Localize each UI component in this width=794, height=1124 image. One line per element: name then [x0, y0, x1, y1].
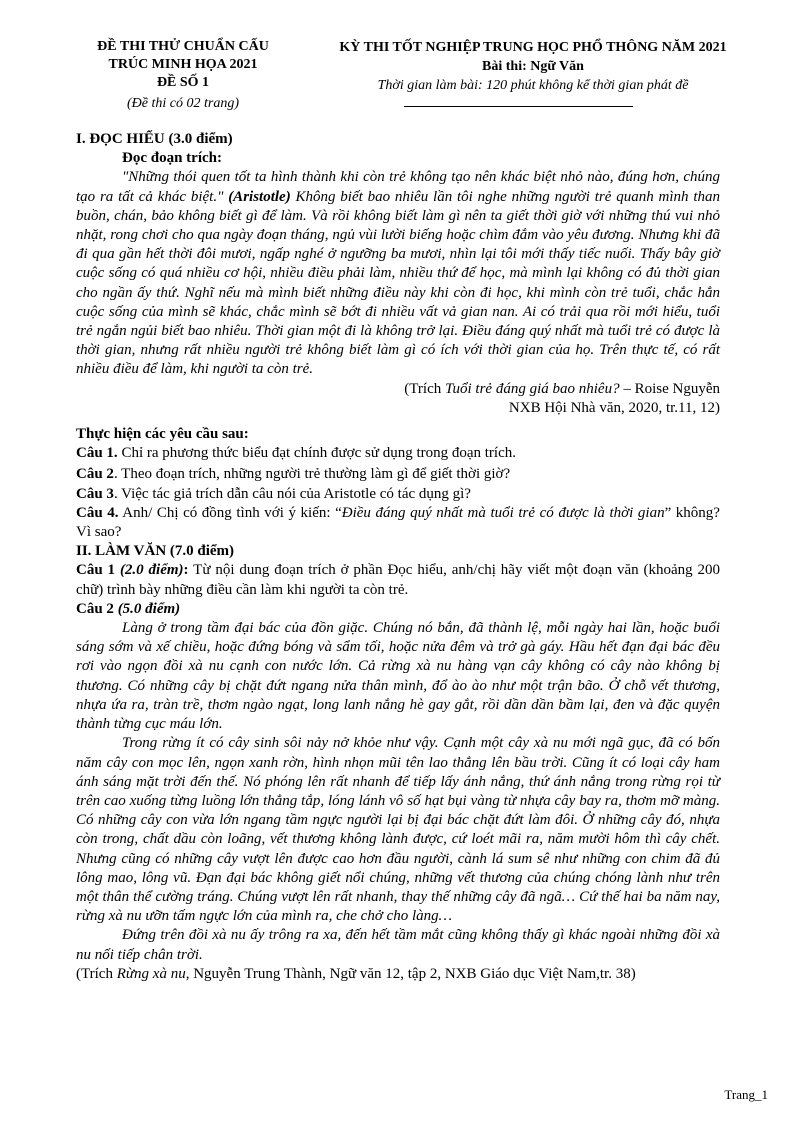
header-left-line1: ĐỀ THI THỬ CHUẨN CẤU	[97, 39, 269, 54]
question-4-text-a: Anh/ Chị có đồng tình với ý kiến: “	[118, 504, 342, 521]
essay-question-1-points: (2.0 điểm)	[119, 562, 184, 579]
section1-heading: I. ĐỌC HIỂU (3.0 điểm)	[76, 131, 233, 147]
source-book-title: Tuổi trẻ đáng giá bao nhiêu?	[444, 380, 620, 397]
question-4	[76, 504, 720, 542]
exam-time: Thời gian làm bài: 120 phút không kể thời gian phát đề	[377, 78, 689, 93]
essay-question-1-label: Câu 1	[76, 562, 120, 579]
essay-question-2	[76, 600, 720, 619]
section1-subheading: Đọc đoạn trích:	[122, 150, 222, 167]
header-divider	[404, 106, 633, 107]
excerpt-source-title: Rừng xà nu	[116, 965, 186, 982]
question-2-label: Câu 2	[76, 466, 114, 483]
section2-heading: II. LÀM VĂN (7.0 điểm)	[76, 543, 235, 560]
header-right	[302, 38, 764, 95]
essay-question-2-points: (5.0 điểm)	[117, 600, 181, 617]
passage-aristotle: (Aristotle)	[228, 188, 291, 205]
essay-question-1-text: Từ nội dung đoạn trích ở phần Đọc hiểu, anh/chị hãy viết một đoạn văn (khoảng 200 chữ) trình bày những điều cần làm khi người ta còn trẻ.	[76, 562, 721, 598]
exam-number: ĐỀ SỐ 1	[156, 75, 210, 90]
question-4-label: Câu 4.	[76, 504, 119, 521]
question-1-text: Chỉ ra phương thức biểu đạt chính được sử dụng trong đoạn trích.	[117, 445, 517, 462]
question-3-text: . Việc tác giả trích dẫn câu nói của Aristotle có tác dụng gì?	[113, 485, 471, 502]
question-2	[76, 465, 720, 484]
question-2-text: . Theo đoạn trích, những người trẻ thường làm gì để giết thời giờ?	[113, 466, 511, 483]
passage-body: Không biết bao nhiêu lần tôi nghe những người trẻ quanh mình than buồn, chán, bảo không biết gì để làm. Và rồi không biết làm gì nên ta giết thời giờ với những thú vui nhỏ nhặt, rong chơi cho qua ngày đoạn tháng, ngủ vùi lười biếng hoặc chìm đắm vào yêu đương. Nhưng khi đã đi qua gần hết thời đôi mươi, ngấp nghé ở ngưỡng ba mươi, nhìn lại tôi mới thấy tiếc nuối. Thấy bây giờ cuộc sống có quá nhiều cơ hội, nhiều điều phải làm, nhiều thứ để học, mà mình lại không có đủ thời gian cho ngần ấy thứ. Nghĩ nếu mà mình biết những điều này khi còn đi học, khi mình còn trẻ tuổi, chắc hẳn cuộc sống của mình sẽ khác, chắc mình sẽ bớt đi nhiều vất vả gian nan. Ai có trải qua rồi mới hiểu, tuổi trẻ ngắn ngủi biết bao nhiêu. Thời gian một đi là không trở lại. Điều đáng quý nhất mà tuổi trẻ có được là thời gian, nhưng rất nhiều người trẻ không biết làm gì có ích với thời gian của họ. Trên thực tế, có rất nhiều điều để làm, khi người ta còn trẻ.	[76, 188, 720, 378]
excerpt-source-suffix: , Nguyễn Trung Thành, Ngữ văn 12, tập 2, NXB Giáo dục Việt Nam,tr. 38)	[185, 965, 636, 982]
question-1	[76, 444, 720, 463]
exam-content	[76, 130, 720, 984]
page-count-note: (Đề thi có 02 trang)	[127, 96, 239, 111]
exam-title: KỲ THI TỐT NGHIỆP TRUNG HỌC PHỔ THÔNG NĂM 2021	[339, 40, 727, 55]
excerpt-source	[76, 965, 720, 984]
passage-source-line1	[76, 380, 720, 399]
reading-passage	[76, 168, 720, 379]
excerpt-source-prefix: (Trích	[76, 965, 117, 982]
question-3	[76, 485, 720, 504]
excerpt-paragraph-2: Trong rừng ít có cây sinh sôi nảy nở khỏe như vậy. Cạnh một cây xà nu mới ngã gục, đã có bốn năm cây con mọc lên, ngọn xanh rờn, hình nhọn mũi tên lao thẳng lên bầu trời. Cũng ít có loại cây ham ánh sáng mặt trời đến thế. Nó phóng lên rất nhanh để tiếp lấy ánh nắng, thứ ánh nắng trong rừng rọi từ trên cao xuống từng luồng lớn thẳng tắp, lóng lánh vô số hạt bụi vàng từ nhựa cây bay ra, thơm mỡ màng. Có những cây con vừa lớn ngang tầm ngực người lại bị đại bác chặt đứt làm đôi. Ở những cây đó, nhựa còn trong, chất dầu còn loãng, vết thương không lành được, cứ loét mãi ra, năm mười hôm thì cây chết. Nhưng cũng có những cây vượt lên được cao hơn đầu người, cành lá sum sê như những con chim đã đủ lông mao, lông vũ. Đạn đại bác không giết nổi chúng, những vết thương của chúng chóng lành như trên một thân thể cường tráng. Chúng vượt lên rất nhanh, thay thế những cây đã ngã… Cứ thế hai ba năm nay, rừng xà nu ưỡn tấm ngực lớn của mình ra, che chở cho làng…	[76, 735, 720, 925]
excerpt-paragraph-1: Làng ở trong tầm đại bác của đồn giặc. Chúng nó bắn, đã thành lệ, mỗi ngày hai lần, hoặc buổi sáng sớm và xế chiều, hoặc đứng bóng và sẩm tối, hoặc nửa đêm và trở gà gáy. Hầu hết đạn đại bác đều rơi vào ngọn đồi xà nu cạnh con nước lớn. Cả rừng xà nu hàng vạn cây không có cây nào không bị thương. Có những cây bị chặt đứt ngang nửa thân mình, đổ ào ào như một trận bão. Ở chỗ vết thương, nhựa ứa ra, tràn trề, thơm ngào ngạt, long lanh nắng hè gay gắt, rồi dần dần bầm lại, đen và đặc quyện thành từng cục máu lớn.	[76, 620, 720, 733]
tasks-heading: Thực hiện các yêu cầu sau:	[76, 426, 249, 443]
source-prefix: (Trích	[404, 380, 445, 397]
passage-source-line2: NXB Hội Nhà văn, 2020, tr.11, 12)	[508, 399, 720, 416]
source-author: – Roise Nguyễn	[619, 380, 720, 397]
essay-question-1	[76, 561, 720, 599]
page-number: Trang_1	[724, 1087, 768, 1102]
essay-question-1-colon: :	[183, 562, 189, 579]
question-4-text-b: ” không? Vì sao?	[76, 504, 720, 541]
question-3-label: Câu 3	[76, 485, 114, 502]
header-left-line2: TRÚC MINH HỌA 2021	[108, 57, 258, 72]
essay-question-2-label: Câu 2	[76, 600, 118, 617]
excerpt-paragraph-3: Đứng trên đồi xà nu ấy trông ra xa, đến hết tầm mắt cũng không thấy gì khác ngoài những đồi xà nu nối tiếp chân trời.	[76, 927, 720, 963]
passage-quote: "Những thói quen tốt ta hình thành khi còn trẻ không tạo nên khác biệt nhỏ nào, đúng hơn, chúng tạo ra tất cả khác biệt."	[76, 169, 720, 205]
header-left	[72, 38, 294, 113]
question-4-quote: Điều đáng quý nhất mà tuổi trẻ có được là thời gian	[341, 504, 665, 521]
question-1-label: Câu 1.	[76, 445, 118, 462]
exam-subject: Bài thi: Ngữ Văn	[482, 59, 584, 74]
